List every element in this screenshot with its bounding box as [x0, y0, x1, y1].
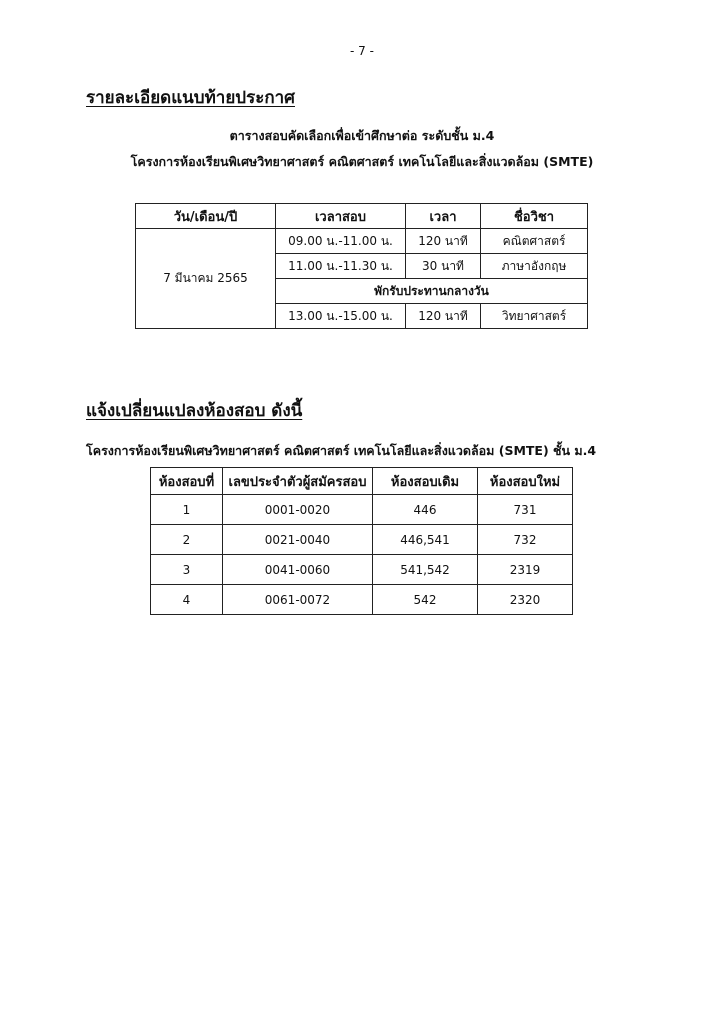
column-header-room: ห้องสอบที่ — [151, 468, 223, 495]
old-room: 541,542 — [373, 555, 478, 585]
exam-subject: คณิตศาสตร์ — [481, 229, 588, 254]
old-room: 446,541 — [373, 525, 478, 555]
old-room: 542 — [373, 585, 478, 615]
table-header-row — [136, 204, 588, 229]
new-room: 731 — [478, 495, 573, 525]
new-room: 2320 — [478, 585, 573, 615]
exam-duration: 120 นาที — [406, 229, 481, 254]
program-title: โครงการห้องเรียนพิเศษวิทยาศาสตร์ คณิตศาสตร์ เทคโนโลยีและสิ่งแวดล้อม (SMTE) — [130, 154, 594, 169]
room-number: 4 — [151, 585, 223, 615]
applicant-id-range: 0001-0020 — [223, 495, 373, 525]
table-row — [136, 229, 588, 254]
exam-subject: ภาษาอังกฤษ — [481, 254, 588, 279]
exam-duration: 120 นาที — [406, 304, 481, 329]
room-number: 1 — [151, 495, 223, 525]
column-header-date: วัน/เดือน/ปี — [136, 204, 276, 229]
table-row — [151, 555, 573, 585]
room-number: 3 — [151, 555, 223, 585]
room-number: 2 — [151, 525, 223, 555]
column-header-exam-time: เวลาสอบ — [276, 204, 406, 229]
exam-date: 7 มีนาคม 2565 — [136, 229, 276, 329]
applicant-id-range: 0061-0072 — [223, 585, 373, 615]
table-row — [151, 495, 573, 525]
schedule-title: ตารางสอบคัดเลือกเพื่อเข้าศึกษาต่อ ระดับชั้น ม.4 — [229, 128, 495, 143]
column-header-applicant-ids: เลขประจำตัวผู้สมัครสอบ — [223, 468, 373, 495]
exam-subject: วิทยาศาสตร์ — [481, 304, 588, 329]
new-room: 2319 — [478, 555, 573, 585]
exam-duration: 30 นาที — [406, 254, 481, 279]
section-heading-room-change: แจ้งเปลี่ยนแปลงห้องสอบ ดังนี้ — [86, 401, 303, 421]
applicant-id-range: 0041-0060 — [223, 555, 373, 585]
column-header-old-room: ห้องสอบเดิม — [373, 468, 478, 495]
column-header-subject: ชื่อวิชา — [481, 204, 588, 229]
table-row — [151, 525, 573, 555]
room-table-caption: โครงการห้องเรียนพิเศษวิทยาศาสตร์ คณิตศาสตร์ เทคโนโลยีและสิ่งแวดล้อม (SMTE) ชั้น ม.4 — [86, 443, 597, 458]
table-row — [151, 585, 573, 615]
exam-time: 09.00 น.-11.00 น. — [276, 229, 406, 254]
room-change-table — [150, 467, 573, 615]
exam-time: 13.00 น.-15.00 น. — [276, 304, 406, 329]
applicant-id-range: 0021-0040 — [223, 525, 373, 555]
column-header-duration: เวลา — [406, 204, 481, 229]
new-room: 732 — [478, 525, 573, 555]
column-header-new-room: ห้องสอบใหม่ — [478, 468, 573, 495]
lunch-break: พักรับประทานกลางวัน — [276, 279, 588, 304]
section-heading-attachment: รายละเอียดแนบท้ายประกาศ — [86, 88, 295, 108]
exam-time: 11.00 น.-11.30 น. — [276, 254, 406, 279]
table-header-row — [151, 468, 573, 495]
page-number: - 7 - — [350, 44, 374, 58]
old-room: 446 — [373, 495, 478, 525]
exam-schedule-table — [135, 203, 588, 329]
